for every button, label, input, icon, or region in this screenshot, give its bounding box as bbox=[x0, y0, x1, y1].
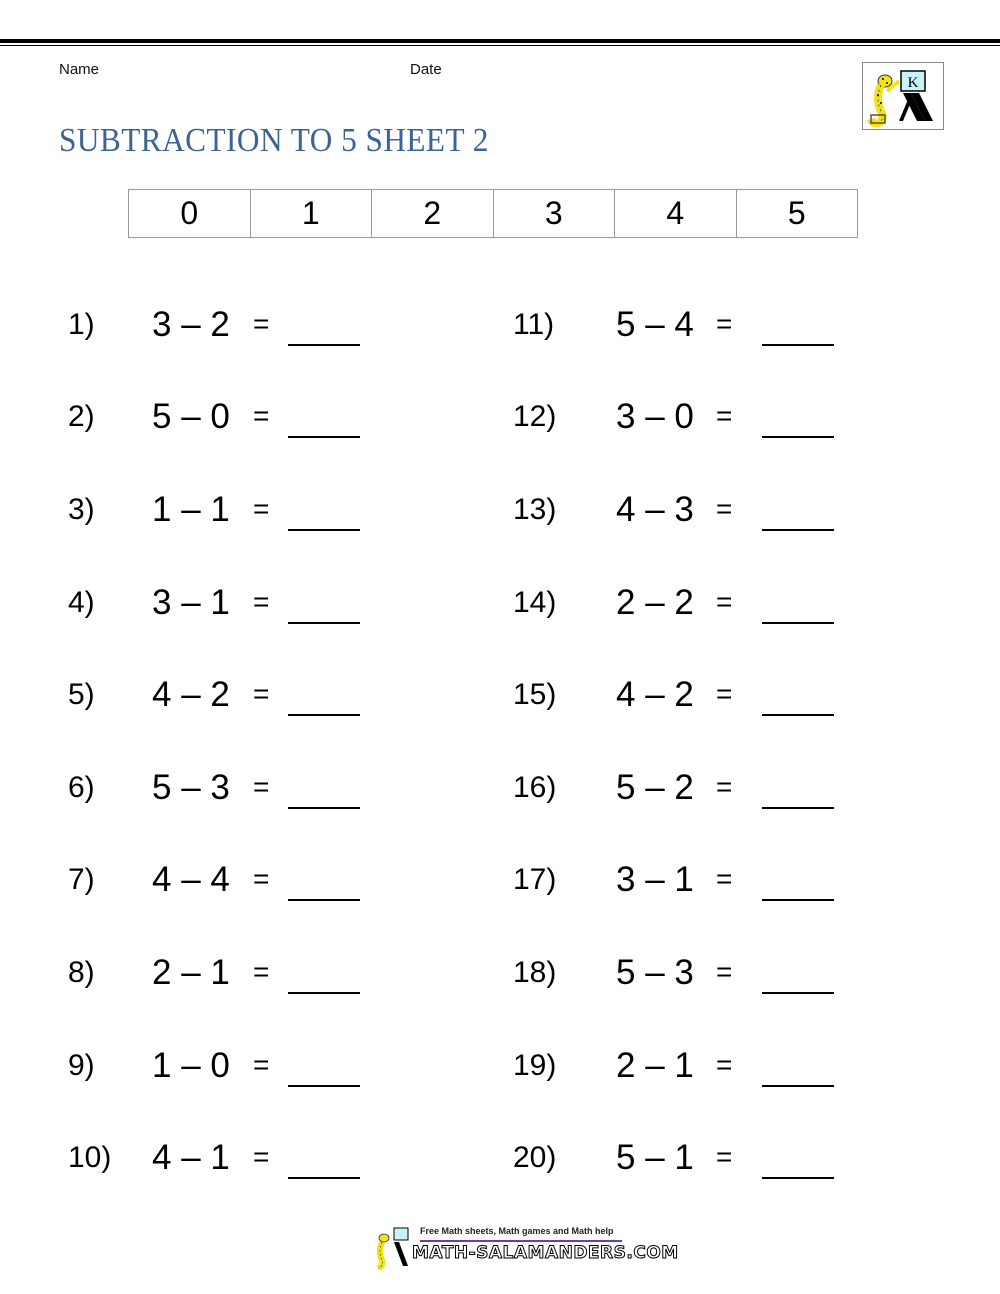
problem-number: 18) bbox=[513, 956, 557, 989]
footer-divider bbox=[420, 1240, 622, 1242]
equals-sign: = bbox=[253, 678, 270, 709]
footer-site-name: MATH-SALAMANDERS.COM bbox=[412, 1243, 679, 1263]
problem-item bbox=[68, 953, 408, 996]
problem-number: 8) bbox=[68, 956, 95, 989]
problem-item bbox=[513, 490, 853, 533]
answer-blank[interactable] bbox=[762, 344, 834, 346]
number-line-cell: 3 bbox=[494, 190, 616, 237]
number-line-cell: 2 bbox=[372, 190, 494, 237]
equals-sign: = bbox=[253, 956, 270, 987]
problem-number: 11) bbox=[513, 308, 555, 341]
equals-sign: = bbox=[253, 1049, 270, 1080]
equals-sign: = bbox=[253, 493, 270, 524]
equals-sign: = bbox=[716, 956, 733, 987]
problem-item bbox=[513, 860, 853, 903]
answer-blank[interactable] bbox=[762, 714, 834, 716]
problem-expression: 5 – 3 bbox=[152, 768, 230, 807]
problem-number: 13) bbox=[513, 493, 557, 526]
problem-expression: 5 – 0 bbox=[152, 397, 230, 436]
answer-blank[interactable] bbox=[288, 529, 360, 531]
name-label: Name bbox=[59, 61, 100, 78]
problem-item bbox=[68, 397, 408, 440]
answer-blank[interactable] bbox=[762, 436, 834, 438]
problem-item bbox=[513, 305, 853, 348]
problem-expression: 1 – 0 bbox=[152, 1046, 230, 1085]
equals-sign: = bbox=[716, 863, 733, 894]
equals-sign: = bbox=[716, 1141, 733, 1172]
problem-expression: 4 – 4 bbox=[152, 860, 230, 899]
problem-item bbox=[513, 768, 853, 811]
problem-expression: 3 – 1 bbox=[616, 860, 694, 899]
problem-expression: 3 – 0 bbox=[616, 397, 694, 436]
problem-expression: 2 – 1 bbox=[152, 953, 230, 992]
answer-blank[interactable] bbox=[288, 344, 360, 346]
answer-blank[interactable] bbox=[762, 1177, 834, 1179]
problem-number: 9) bbox=[68, 1049, 95, 1082]
answer-blank[interactable] bbox=[288, 714, 360, 716]
problem-number: 2) bbox=[68, 400, 95, 433]
problem-expression: 4 – 3 bbox=[616, 490, 694, 529]
equals-sign: = bbox=[716, 493, 733, 524]
problem-expression: 4 – 1 bbox=[152, 1138, 230, 1177]
number-line-cell: 5 bbox=[787, 195, 806, 231]
answer-blank[interactable] bbox=[762, 529, 834, 531]
answer-blank[interactable] bbox=[288, 899, 360, 901]
problem-item bbox=[513, 397, 853, 440]
answer-blank[interactable] bbox=[762, 992, 834, 994]
problem-item bbox=[68, 860, 408, 903]
equals-sign: = bbox=[253, 400, 270, 431]
problem-number: 20) bbox=[513, 1141, 557, 1174]
problem-expression: 5 – 2 bbox=[616, 768, 694, 807]
answer-blank[interactable] bbox=[762, 1085, 834, 1087]
top-rule-thin bbox=[0, 45, 1000, 46]
problem-number: 16) bbox=[513, 771, 557, 804]
problem-item bbox=[513, 1138, 853, 1181]
problem-item bbox=[68, 305, 408, 348]
problem-number: 17) bbox=[513, 863, 557, 896]
salamander-logo bbox=[862, 62, 944, 130]
problem-expression: 3 – 2 bbox=[152, 305, 230, 344]
problem-number: 3) bbox=[68, 493, 95, 526]
problem-item bbox=[68, 583, 408, 626]
answer-blank[interactable] bbox=[762, 622, 834, 624]
equals-sign: = bbox=[253, 863, 270, 894]
equals-sign: = bbox=[253, 586, 270, 617]
equals-sign: = bbox=[716, 586, 733, 617]
problem-item bbox=[68, 675, 408, 718]
number-line-cell: 1 bbox=[251, 190, 373, 237]
footer-salamander-icon bbox=[372, 1226, 412, 1270]
footer-tagline: Free Math sheets, Math games and Math help bbox=[420, 1226, 614, 1236]
answer-blank[interactable] bbox=[288, 807, 360, 809]
equals-sign: = bbox=[716, 308, 733, 339]
equals-sign: = bbox=[716, 400, 733, 431]
problem-number: 10) bbox=[68, 1141, 112, 1174]
date-label: Date bbox=[410, 61, 442, 78]
problem-item bbox=[513, 675, 853, 718]
problem-number: 19) bbox=[513, 1049, 557, 1082]
problem-number: 1) bbox=[68, 308, 95, 341]
equals-sign: = bbox=[253, 308, 270, 339]
worksheet-title: SUBTRACTION TO 5 SHEET 2 bbox=[59, 122, 489, 159]
answer-blank[interactable] bbox=[762, 899, 834, 901]
top-rule bbox=[0, 39, 1000, 43]
problem-expression: 1 – 1 bbox=[152, 490, 230, 529]
answer-blank[interactable] bbox=[288, 622, 360, 624]
equals-sign: = bbox=[716, 1049, 733, 1080]
answer-blank[interactable] bbox=[288, 436, 360, 438]
problem-expression: 3 – 1 bbox=[152, 583, 230, 622]
problem-number: 4) bbox=[68, 586, 95, 619]
problem-number: 15) bbox=[513, 678, 557, 711]
number-line-cell: 4 bbox=[615, 190, 737, 237]
problem-item bbox=[68, 1138, 408, 1181]
svg-text:K: K bbox=[907, 75, 919, 91]
problem-item bbox=[68, 768, 408, 811]
number-line-cell: 0 bbox=[129, 190, 251, 237]
problem-item bbox=[68, 490, 408, 533]
answer-blank[interactable] bbox=[288, 992, 360, 994]
problem-number: 12) bbox=[513, 400, 557, 433]
answer-blank[interactable] bbox=[288, 1177, 360, 1179]
equals-sign: = bbox=[716, 771, 733, 802]
problem-number: 6) bbox=[68, 771, 95, 804]
salamander-easel-icon bbox=[863, 63, 943, 129]
problem-number: 14) bbox=[513, 586, 557, 619]
equals-sign: = bbox=[253, 771, 270, 802]
problem-item bbox=[513, 953, 853, 996]
problem-expression: 4 – 2 bbox=[616, 675, 694, 714]
problem-expression: 5 – 3 bbox=[616, 953, 694, 992]
problem-expression: 4 – 2 bbox=[152, 675, 230, 714]
problem-expression: 5 – 1 bbox=[616, 1138, 694, 1177]
answer-blank[interactable] bbox=[288, 1085, 360, 1087]
problem-item bbox=[513, 583, 853, 626]
footer-logo bbox=[372, 1226, 679, 1270]
problem-number: 5) bbox=[68, 678, 95, 711]
problem-expression: 2 – 1 bbox=[616, 1046, 694, 1085]
problem-expression: 2 – 2 bbox=[616, 583, 694, 622]
answer-blank[interactable] bbox=[762, 807, 834, 809]
problem-expression: 5 – 4 bbox=[616, 305, 694, 344]
problem-item bbox=[513, 1046, 853, 1089]
problem-item bbox=[68, 1046, 408, 1089]
equals-sign: = bbox=[716, 678, 733, 709]
number-line bbox=[128, 189, 858, 238]
equals-sign: = bbox=[253, 1141, 270, 1172]
problem-number: 7) bbox=[68, 863, 95, 896]
